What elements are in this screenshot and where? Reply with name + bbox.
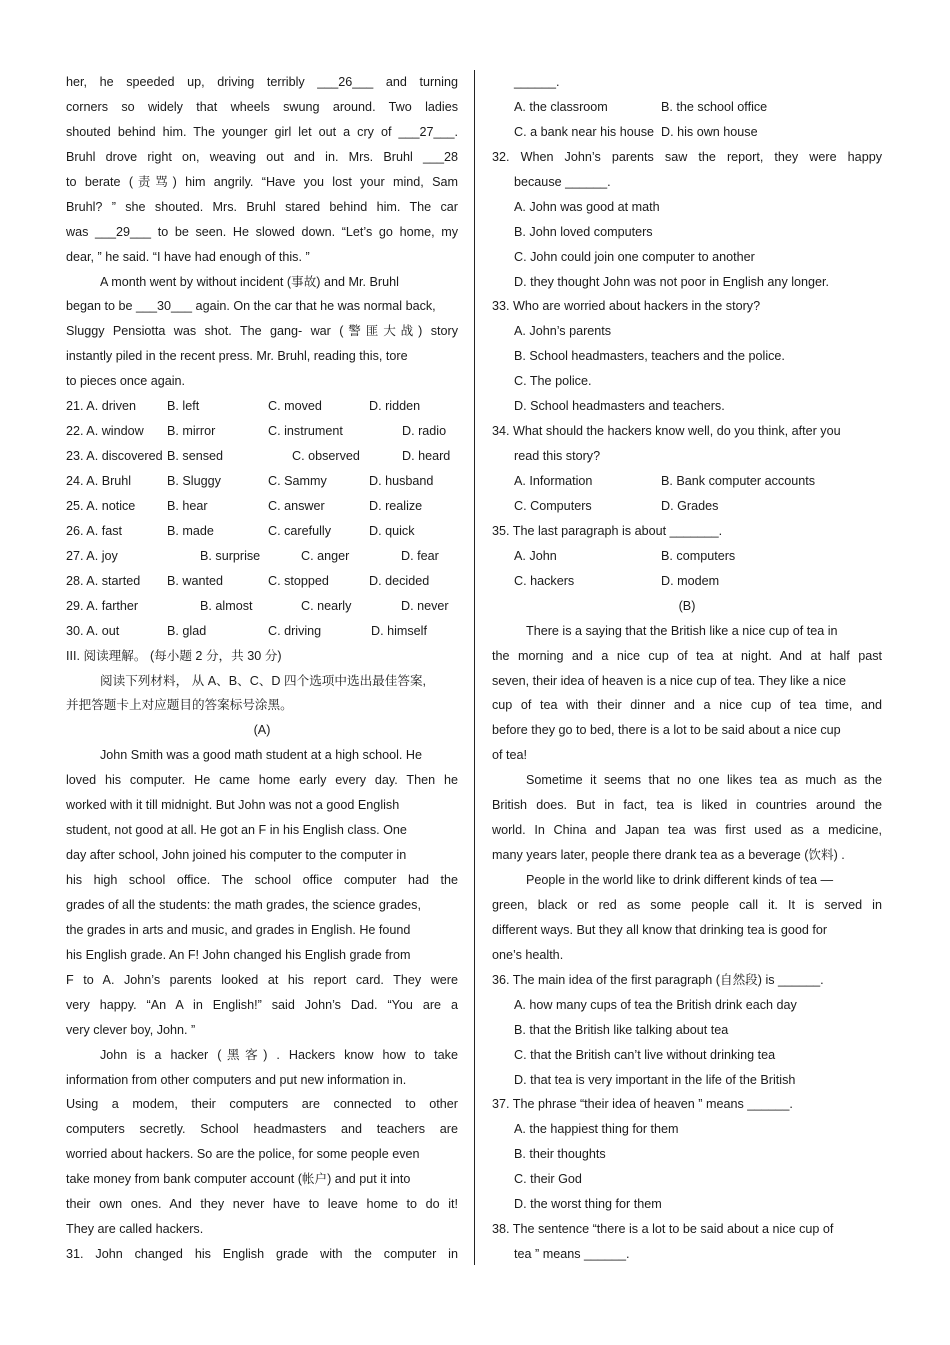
choice-option: 23. A. discovered [66,449,163,464]
choice-option: D. fear [401,548,439,563]
left-column [66,70,458,1267]
choice-option: C. carefully [268,523,331,538]
choice-row [66,469,458,494]
answer-option: C. The police. [514,374,592,389]
text-line: worked with it till midnight. But John was not a good English [66,798,400,813]
choice-option: C. Sammy [268,474,327,488]
question-38-cont: tea ” means ______. [514,1247,630,1262]
choice-option: 25. A. notice [66,498,136,513]
text-line: Bruhl? ” she shouted. Mrs. Bruhl stared behind him. The car [66,199,458,214]
text-line: shouted behind him. The younger girl let out a cry of ___27___. [66,124,458,139]
answer-option: B. the school office [661,99,768,114]
question-31: 31. John changed his English grade with the computer in [66,1247,458,1262]
text-line: to berate (责骂) him angrily. “Have you lost your mind, Sam [66,174,458,189]
choice-row [66,394,458,419]
text-line: many years later, people there drank tea as a beverage (饮料) . [492,848,845,863]
answer-option: B. John loved computers [514,224,653,239]
text-line: British does. But in fact, tea is liked in countries around the [492,798,882,813]
choice-option: D. realize [369,498,423,513]
text-line: of tea! [492,748,528,763]
answer-option: B. that the British like talking about tea [514,1022,729,1037]
text-line: seven, their idea of heaven is a nice cup of tea. They like a nice [492,673,847,688]
option-row [492,494,882,519]
text-line: very happy. “An A in English!” said John’s Dad. “You are a [66,997,458,1012]
choice-option: B. left [167,399,200,414]
text-line: They are called hackers. [66,1222,204,1237]
text-line: information from other computers and put new information in. [66,1072,407,1087]
answer-option: D. the worst thing for them [514,1197,662,1212]
text-line: John Smith was a good math student at a high school. He [100,748,423,763]
choice-row [66,419,458,444]
choice-option: D. husband [369,474,434,488]
answer-option: A. how many cups of tea the British drink each day [514,997,797,1012]
instruction-text: 并把答题卡上对应题目的答案标号涂黑。 [66,698,293,713]
answer-option: B. School headmasters, teachers and the police. [514,349,785,364]
question-32-cont: because ______. [514,174,611,189]
text-line: before they go to bed, there is a lot to be said about a nice cup [492,723,841,738]
choice-row [66,544,458,569]
text-line: one’s health. [492,947,564,962]
text-line: different ways. But they all know that drinking tea is good for [492,922,828,937]
choice-row [66,519,458,544]
question-32: 32. When John’s parents saw the report, they were happy [492,149,882,164]
answer-option: B. computers [661,548,736,563]
choice-row [66,569,458,594]
text-line: There is a saying that the British like a nice cup of tea in [526,623,838,638]
question-37: 37. The phrase “their idea of heaven ” means ______. [492,1097,793,1112]
choice-option: D. himself [371,623,427,638]
choice-option: B. Sluggy [167,474,221,488]
answer-option: B. Bank computer accounts [661,474,816,488]
answer-option: C. their God [514,1172,582,1187]
choice-option: D. quick [369,523,415,538]
choice-option: C. observed [292,449,360,464]
choice-option: 22. A. window [66,424,144,439]
choice-option: B. sensed [167,449,224,464]
choice-option: D. never [401,598,449,613]
answer-option: C. Computers [514,498,592,513]
text-line: green, black or red as some people call it. It is served in [492,897,882,912]
question-38: 38. The sentence “there is a lot to be said about a nice cup of [492,1222,834,1237]
answer-option: D. his own house [661,124,758,139]
section-title: III. 阅读理解。 (每小题 2 分，共 30 分) [66,648,282,663]
choice-option: C. answer [268,498,325,513]
answer-option: B. their thoughts [514,1147,606,1162]
text-line: world. In China and Japan tea was first used as a medicine, [492,823,882,838]
answer-option: A. the happiest thing for them [514,1122,679,1137]
choice-option: B. wanted [167,573,224,588]
option-row [492,544,882,569]
choice-option: 30. A. out [66,623,120,638]
choice-option: D. radio [402,424,447,439]
text-line: Sometime it seems that no one likes tea as much as the [526,773,882,788]
answer-option: A. Information [514,474,593,488]
choice-row [66,494,458,519]
choice-option: B. surprise [200,548,261,563]
option-row [492,569,882,594]
choice-option: B. glad [167,623,207,638]
question-36: 36. The main idea of the first paragraph (自然段) is ______. [492,972,824,987]
text-line: Bruhl drove right on, weaving out and in. Mrs. Bruhl ___28 [66,149,458,164]
choice-option: C. anger [301,548,350,563]
text-line: the grades in arts and music, and grades in English. He found [66,922,411,937]
text-line: instantly piled in the recent press. Mr. Bruhl, reading this, tore [66,349,408,364]
answer-option: C. that the British can’t live without drinking tea [514,1047,776,1062]
text-line: dear, ” he said. “I have had enough of this. ” [66,249,310,264]
column-divider [474,70,475,1265]
option-row [492,95,882,120]
choice-option: D. heard [402,449,451,464]
text-line: Sluggy Pensiotta was shot. The gang- war (警匪大战) story [66,324,458,339]
text-line: F to A. John’s parents looked at his report card. They were [66,972,458,987]
text-line: her, he speeded up, driving terribly ___26___ and turning [66,75,458,89]
text-line: A month went by without incident (事故) and Mr. Bruhl [100,274,399,289]
choice-option: B. hear [167,498,208,513]
choice-row [66,619,458,644]
choice-option: B. mirror [167,424,216,439]
question-34-cont: read this story? [514,449,601,464]
text-line: their own ones. And they never have to leave home to do it! [66,1197,458,1212]
answer-option: A. John [514,548,557,563]
choice-option: D. ridden [369,399,421,414]
text-line: People in the world like to drink different kinds of tea — [526,873,834,887]
choice-option: C. stopped [268,573,329,588]
text-line: take money from bank computer account (帐户) and put it into [66,1172,411,1187]
choice-option: B. made [167,523,214,538]
text-line: corners so widely that wheels swung around. Two ladies [66,99,458,114]
choice-option: D. decided [369,573,430,588]
instruction-text: 阅读下列材料， 从 A、B、C、D 四个选项中选出最佳答案, [100,673,427,688]
text-line: to pieces once again. [66,374,186,389]
choice-option: 29. A. farther [66,598,139,613]
choice-option: 26. A. fast [66,523,123,538]
question-blank: ______. [514,75,560,89]
choice-row [66,594,458,619]
choice-option: C. moved [268,399,322,414]
choice-option: C. driving [268,623,322,638]
answer-option: D. Grades [661,498,719,513]
question-33: 33. Who are worried about hackers in the story? [492,299,761,314]
answer-option: D. that tea is very important in the life of the British [514,1072,796,1087]
answer-option: A. John was good at math [514,199,660,214]
text-line: cup of tea with their dinner and a nice cup of tea time, and [492,698,882,713]
question-35: 35. The last paragraph is about _______. [492,523,723,538]
text-line: computers secretly. School headmasters and teachers are [66,1122,458,1137]
choice-option: 28. A. started [66,573,141,588]
answer-option: D. modem [661,573,720,588]
text-line: John is a hacker (黑客) . Hackers know how to take [100,1047,458,1062]
text-line: Using a modem, their computers are connected to other [66,1097,458,1112]
text-line: his English grade. An F! John changed his English grade from [66,947,411,962]
question-34: 34. What should the hackers know well, do you think, after you [492,424,841,439]
text-line: his high school office. The school office computer had the [66,873,458,887]
answer-option: D. they thought John was not poor in English any longer. [514,274,830,289]
text-line: grades of all the students: the math grades, the science grades, [66,897,421,912]
text-line: day after school, John joined his computer to the computer in [66,848,407,863]
choice-option: 27. A. joy [66,548,118,563]
text-line: loved his computer. He came home early every day. Then he [66,773,458,788]
answer-option: C. a bank near his house [514,124,655,139]
answer-option: A. the classroom [514,99,608,114]
answer-option: C. John could join one computer to another [514,249,755,264]
text-line: was ___29___ to be seen. He slowed down. “Let’s go home, my [66,224,458,239]
option-row [492,120,882,145]
choice-row [66,444,458,469]
text-line: the morning and a nice cup of tea at night. And at half past [492,648,882,663]
passage-label: (A) [253,723,271,738]
choice-option: C. instrument [268,424,343,439]
text-line: very clever boy, John. ” [66,1022,196,1037]
right-column [492,70,882,1267]
text-line: began to be ___30___ again. On the car that he was normal back, [66,299,436,314]
text-line: worried about hackers. So are the police, for some people even [66,1147,420,1162]
choice-option: 24. A. Bruhl [66,474,132,488]
option-row [492,469,882,494]
passage-label: (B) [678,598,696,613]
text-line: student, not good at all. He got an F in his English class. One [66,823,407,838]
answer-option: C. hackers [514,573,575,588]
choice-option: 21. A. driven [66,399,137,414]
answer-option: A. John’s parents [514,324,612,339]
choice-option: C. nearly [301,598,352,613]
answer-option: D. School headmasters and teachers. [514,399,725,414]
choice-option: B. almost [200,598,253,613]
